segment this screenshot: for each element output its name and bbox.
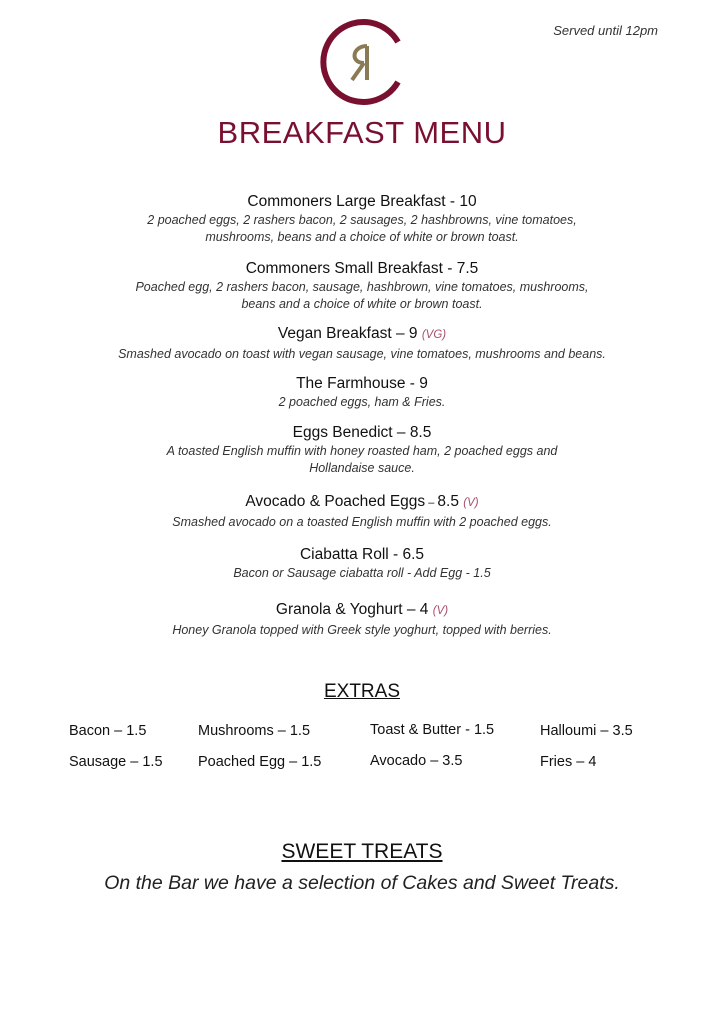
menu-item-name	[0, 492, 724, 513]
menu-item	[0, 545, 724, 582]
description-line: Hollandaise sauce.	[309, 461, 415, 475]
restaurant-logo	[318, 16, 406, 108]
served-until-note: Served until 12pm	[553, 23, 658, 38]
extra-item: Sausage – 1.5	[69, 754, 163, 770]
menu-item-description: 2 poached eggs, ham & Fries.	[278, 395, 446, 409]
description-line: A toasted English muffin with honey roasted ham, 2 poached eggs and	[166, 444, 558, 458]
menu-item	[0, 600, 724, 639]
menu-item-name: Eggs Benedict – 8.5	[292, 424, 432, 441]
menu-item-description	[0, 279, 724, 313]
menu-item	[0, 374, 724, 411]
menu-item-description	[0, 443, 724, 477]
menu-item	[0, 423, 724, 477]
extra-item: Mushrooms – 1.5	[198, 723, 311, 739]
menu-item-name	[0, 324, 724, 345]
menu-item-name: Commoners Large Breakfast - 10	[247, 193, 477, 210]
extra-item: Halloumi – 3.5	[540, 723, 633, 739]
menu-item-description	[0, 212, 724, 246]
description-line: beans and a choice of white or brown toast.	[241, 297, 483, 311]
sweet-treats-heading: SWEET TREATS	[281, 840, 443, 863]
page-title: BREAKFAST MENU	[217, 115, 507, 150]
menu-item-price: 8.5	[437, 493, 459, 510]
menu-item	[0, 324, 724, 363]
menu-item-description: Smashed avocado on a toasted English muffin with 2 poached eggs.	[172, 515, 552, 529]
extra-item: Avocado – 3.5	[370, 753, 463, 769]
description-line: mushrooms, beans and a choice of white or brown toast.	[205, 230, 519, 244]
menu-item-name: Commoners Small Breakfast - 7.5	[245, 260, 479, 277]
menu-item-title: Avocado & Poached Eggs	[245, 493, 426, 510]
extra-item: Toast & Butter - 1.5	[370, 722, 495, 738]
extra-item: Poached Egg – 1.5	[198, 754, 322, 770]
extra-item: Bacon – 1.5	[69, 723, 147, 739]
menu-item	[0, 492, 724, 531]
menu-item-description: Honey Granola topped with Greek style yoghurt, topped with berries.	[172, 623, 552, 637]
menu-item	[0, 192, 724, 246]
menu-item-name: Ciabatta Roll - 6.5	[299, 546, 425, 563]
menu-item-title: Vegan Breakfast – 9	[277, 325, 418, 342]
extras-heading: EXTRAS	[323, 681, 401, 702]
menu-item-name	[0, 600, 724, 621]
description-line: Poached egg, 2 rashers bacon, sausage, hashbrown, vine tomatoes, mushrooms,	[135, 280, 589, 294]
menu-item	[0, 259, 724, 313]
menu-item-name: The Farmhouse - 9	[296, 375, 428, 392]
description-line: 2 poached eggs, 2 rashers bacon, 2 sausages, 2 hashbrowns, vine tomatoes,	[147, 213, 577, 227]
diet-tag: (V)	[432, 605, 449, 617]
extra-item: Fries – 4	[540, 754, 597, 770]
diet-tag: (V)	[463, 497, 479, 509]
menu-item-title: Granola & Yoghurt – 4	[275, 601, 429, 618]
menu-item-description: Smashed avocado on toast with vegan sausage, vine tomatoes, mushrooms and beans.	[118, 347, 606, 361]
price-separator: –	[425, 497, 438, 509]
sweet-treats-text: On the Bar we have a selection of Cakes and Sweet Treats.	[104, 872, 620, 894]
menu-item-description: Bacon or Sausage ciabatta roll - Add Egg - 1.5	[233, 566, 491, 580]
diet-tag: (VG)	[421, 329, 447, 341]
